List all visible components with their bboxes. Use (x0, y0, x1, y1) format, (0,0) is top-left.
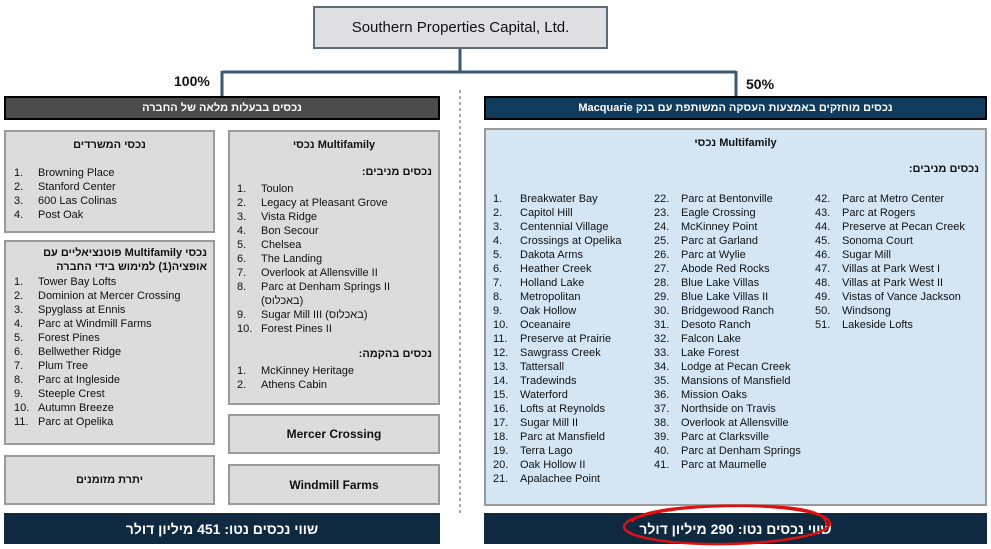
list-item: 11. Preserve at Prairie (493, 333, 612, 345)
under-construction-title: נכסים בהקמה: (358, 348, 432, 360)
right-ownership-percent: 50% (746, 76, 775, 92)
list-item: 12. Sawgrass Creek (493, 347, 601, 359)
list-item: 15. Waterford (493, 389, 568, 401)
list-item: 9. Steeple Crest (14, 388, 105, 400)
right-net-asset-value-text: שווי נכסים נטו: 290 מיליון דולר (639, 520, 832, 537)
jv-list-col3 (815, 192, 983, 332)
list-item: 51. Lakeside Lofts (815, 319, 913, 331)
list-item: 19. Terra Lago (493, 445, 573, 457)
list-item: 38. Overlook at Allensville (654, 417, 789, 429)
list-item: 3. Vista Ridge (237, 211, 318, 223)
list-item: 1. Tower Bay Lofts (14, 276, 117, 288)
list-item: 50. Windsong (815, 305, 891, 317)
multifamily-owned-box (228, 130, 440, 405)
jv-list-col2 (654, 192, 814, 472)
mercer-crossing-label: Mercer Crossing (286, 427, 382, 441)
jv-list-col1 (493, 192, 653, 486)
potential-title-line2: אופציה(1) למימוש בידי החברה (56, 261, 207, 273)
list-item: 6. Bellwether Ridge (14, 346, 122, 358)
potential-list (14, 275, 213, 429)
list-item: 46. Sugar Mill (815, 249, 891, 261)
income-producing-title: נכסים מניבים: (361, 166, 432, 178)
list-item: 4. Post Oak (14, 209, 84, 221)
office-assets-title: נכסי המשרדים (73, 139, 146, 151)
list-item: 4. Bon Secour (237, 225, 319, 237)
list-item: 32. Falcon Lake (654, 333, 741, 345)
office-assets-box (4, 130, 215, 233)
list-item: 3. Spyglass at Ennis (14, 304, 126, 316)
list-item: 2. Legacy at Pleasant Grove (237, 197, 388, 209)
list-item: 37. Northside on Travis (654, 403, 776, 415)
list-item: 13. Tattersall (493, 361, 565, 373)
list-item: 25. Parc at Garland (654, 235, 759, 247)
list-item: 49. Vistas of Vance Jackson (815, 291, 961, 303)
list-item: 6. Heather Creek (493, 263, 592, 275)
list-item: 29. Blue Lake Villas II (654, 291, 769, 303)
list-item: (באכלוס) (261, 295, 304, 307)
list-item: 9. Sugar Mill III (באכלוס) (237, 309, 368, 321)
list-item: 14. Tradewinds (493, 375, 577, 387)
list-item: 26. Parc at Wylie (654, 249, 746, 261)
list-item: 48. Villas at Park West II (815, 277, 944, 289)
list-item: 1. McKinney Heritage (237, 365, 354, 377)
list-item: 10. Oceanaire (493, 319, 571, 331)
left-ownership-percent: 100% (174, 73, 210, 89)
list-item: 17. Sugar Mill II (493, 417, 579, 429)
list-item: 20. Oak Hollow II (493, 459, 586, 471)
list-item: 39. Parc at Clarksville (654, 431, 770, 443)
list-item: 3. Centennial Village (493, 221, 609, 233)
list-item: 2. Capitol Hill (493, 207, 573, 219)
list-item: 18. Parc at Mansfield (493, 431, 605, 443)
list-item: 5. Dakota Arms (493, 249, 583, 261)
parent-company-box (313, 6, 608, 49)
under-construction-list (237, 364, 438, 392)
list-item: 27. Abode Red Rocks (654, 263, 770, 275)
list-item: 40. Parc at Denham Springs (654, 445, 801, 457)
list-item: 8. Parc at Denham Springs II (237, 281, 391, 293)
list-item: 23. Eagle Crossing (654, 207, 756, 219)
list-item: 45. Sonoma Court (815, 235, 913, 247)
wholly-owned-header (4, 96, 440, 120)
multifamily-owned-list (237, 182, 438, 336)
list-item: 16. Lofts at Reynolds (493, 403, 605, 415)
cash-balance-title: יתרת מזומנים (75, 474, 144, 486)
list-item: 1. Toulon (237, 183, 294, 195)
list-item: 43. Parc at Rogers (815, 207, 916, 219)
company-name: Southern Properties Capital, Ltd. (351, 19, 570, 36)
mercer-crossing-box (228, 414, 440, 454)
wholly-owned-header-text: נכסים בבעלות מלאה של החברה (142, 102, 302, 114)
list-item: 44. Preserve at Pecan Creek (815, 221, 965, 233)
list-item: 7. Overlook at Allensville II (237, 267, 378, 279)
red-circle-annotation (620, 500, 835, 548)
list-item: 22. Parc at Bentonville (654, 193, 773, 205)
list-item: 7. Holland Lake (493, 277, 585, 289)
list-item: 5. Chelsea (237, 239, 302, 251)
list-item: 10. Autumn Breeze (14, 402, 114, 414)
list-item: 6. The Landing (237, 253, 323, 265)
list-item: 28. Blue Lake Villas (654, 277, 760, 289)
list-item: 7. Plum Tree (14, 360, 89, 372)
windmill-farms-box (228, 464, 440, 505)
list-item: 42. Parc at Metro Center (815, 193, 945, 205)
jv-header (484, 96, 987, 120)
list-item: 41. Parc at Maumelle (654, 459, 767, 471)
list-item: 4. Crossings at Opelika (493, 235, 622, 247)
list-item: 10. Forest Pines II (237, 323, 332, 335)
list-item: 1. Browning Place (14, 167, 115, 179)
left-net-asset-value (4, 513, 440, 544)
list-item: 8. Metropolitan (493, 291, 581, 303)
list-item: 2. Stanford Center (14, 181, 116, 193)
list-item: 8. Parc at Ingleside (14, 374, 120, 386)
jv-multifamily-title: נכסי Multifamily (694, 137, 777, 149)
office-assets-list (14, 166, 213, 222)
list-item: 1. Breakwater Bay (493, 193, 598, 205)
potential-multifamily-box (4, 240, 215, 445)
cash-balance-box (4, 455, 215, 505)
windmill-farms-label: Windmill Farms (289, 477, 379, 492)
list-item: 4. Parc at Windmill Farms (14, 318, 152, 330)
jv-header-text: נכסים מוחזקים באמצעות העסקה המשותפת עם בנק Macquarie (578, 102, 893, 114)
list-item: 11. Parc at Opelika (14, 416, 114, 428)
list-item: 2. Athens Cabin (237, 379, 328, 391)
multifamily-owned-title: נכסי Multifamily (292, 139, 376, 151)
jv-income-producing-title: נכסים מניבים: (908, 163, 979, 175)
list-item: 34. Lodge at Pecan Creek (654, 361, 791, 373)
list-item: 36. Mission Oaks (654, 389, 748, 401)
list-item: 35. Mansions of Mansfield (654, 375, 791, 387)
list-item: 9. Oak Hollow (493, 305, 577, 317)
list-item: 2. Dominion at Mercer Crossing (14, 290, 181, 302)
left-net-asset-value-text: שווי נכסים נטו: 451 מיליון דולר (125, 520, 319, 537)
list-item: 24. McKinney Point (654, 221, 758, 233)
list-item: 31. Desoto Ranch (654, 319, 751, 331)
list-item: 33. Lake Forest (654, 347, 740, 359)
list-item: 5. Forest Pines (14, 332, 100, 344)
list-item: 21. Apalachee Point (493, 473, 601, 485)
list-item: 47. Villas at Park West I (815, 263, 941, 275)
list-item: 30. Bridgewood Ranch (654, 305, 774, 317)
list-item: 3. 600 Las Colinas (14, 195, 117, 207)
potential-title-line1: נכסי Multifamily פוטנציאליים עם (43, 247, 207, 259)
